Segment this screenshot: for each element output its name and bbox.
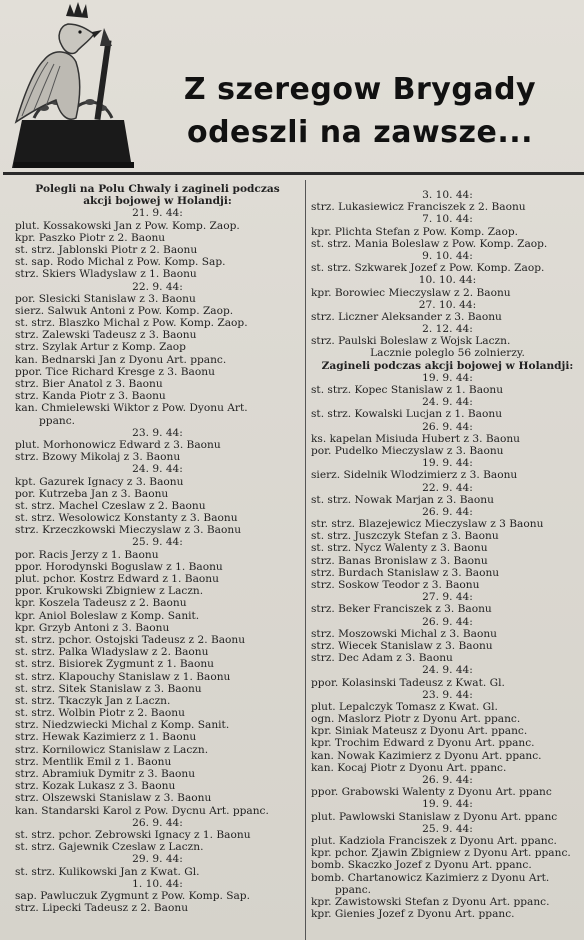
roster-entry: strz. Kanda Piotr z 3. Baonu bbox=[15, 390, 166, 403]
roster-entry: st. strz. Wolbin Piotr z 2. Baonu bbox=[15, 707, 185, 720]
roster-entry: strz. Liczner Aleksander z 3. Baonu bbox=[311, 310, 502, 323]
roster-entry: st. strz. Blaszko Michal z Pow. Komp. Zaop. bbox=[15, 317, 248, 330]
roster-entry: por. Slesicki Stanislaw z 3. Baonu bbox=[15, 292, 196, 305]
roster-entry: st. strz. Kowalski Lucjan z 1. Baonu bbox=[311, 408, 503, 421]
headline-line-1: Z szeregow Brygady bbox=[183, 72, 537, 107]
roster-entry: st. sap. Rodo Michal z Pow. Komp. Sap. bbox=[15, 256, 226, 269]
roster-entry: ppor. Horodynski Boguslaw z 1. Baonu bbox=[15, 560, 223, 573]
roster-entry: ppanc. bbox=[335, 883, 372, 896]
left-column bbox=[15, 183, 300, 914]
roster-entry: st. strz. Szkwarek Jozef z Pow. Komp. Zaop. bbox=[311, 262, 545, 275]
date-line: 9. 10. 44: bbox=[422, 249, 473, 262]
roster-entry: kpt. Gazurek Ignacy z 3. Baonu bbox=[15, 475, 184, 488]
roster-entry: st. strz. Juszczyk Stefan z 3. Baonu bbox=[311, 530, 499, 543]
roster-entry: kpr. Grzyb Antoni z 3. Baonu bbox=[15, 621, 170, 634]
roster-entry: kpr. Plichta Stefan z Pow. Komp. Zaop. bbox=[311, 225, 518, 238]
roster-entry: st. strz. Sitek Stanislaw z 3. Baonu bbox=[15, 682, 202, 695]
roster-entry: st. strz. Nycz Walenty z 3. Baonu bbox=[311, 542, 488, 555]
date-line: 3. 10. 44: bbox=[422, 189, 473, 201]
headline-line-2: odeszli na zawsze... bbox=[186, 115, 534, 150]
roster-entry: st. strz. pchor. Ostojski Tadeusz z 2. Baonu bbox=[15, 633, 246, 646]
roster-entry: strz. Banas Bronislaw z 3. Baonu bbox=[311, 554, 488, 567]
date-line: 26. 9. 44: bbox=[422, 774, 473, 786]
roster-entry: strz. Hewak Kazimierz z 1. Baonu bbox=[15, 731, 197, 744]
roster-entry: plut. Kadziola Franciszek z Dyonu Art. ppanc. bbox=[311, 834, 557, 847]
roster-entry: strz. Beker Franciszek z 3. Baonu bbox=[311, 603, 492, 616]
date-line: 19. 9. 44: bbox=[422, 457, 473, 470]
roster-entry: strz. Bier Anatol z 3. Baonu bbox=[15, 378, 163, 390]
section-heading: Polegli na Polu Chwaly i zagineli podczas bbox=[35, 183, 280, 195]
roster-entry: strz. Olszewski Stanislaw z 3. Baonu bbox=[15, 792, 212, 805]
roster-entry: bomb. Chartanowicz Kazimierz z Dyonu Art. bbox=[311, 871, 550, 884]
roster-entry: kan. Standarski Karol z Pow. Dycnu Art. ppanc. bbox=[15, 804, 269, 817]
roster-entry: plut. Pawlowski Stanislaw z Dyonu Art. ppanc bbox=[311, 810, 558, 823]
roster-entry: plut. Lepalczyk Tomasz z Kwat. Gl. bbox=[311, 700, 498, 713]
roster-entry: strz. Kornilowicz Stanislaw z Laczn. bbox=[15, 743, 209, 756]
eagle-emblem-icon bbox=[4, 0, 154, 168]
roster-entry: kpr. Koszela Tadeusz z 2. Baonu bbox=[15, 597, 187, 610]
roster-entry: st. strz. Mania Boleslaw z Pow. Komp. Zaop. bbox=[311, 237, 548, 250]
roster-entry: por. Racis Jerzy z 1. Baonu bbox=[15, 548, 159, 561]
date-line: 27. 9. 44: bbox=[422, 591, 473, 604]
roster-entry: strz. Zalewski Tadeusz z 3. Baonu bbox=[15, 329, 197, 342]
date-line: 2. 12. 44: bbox=[422, 323, 473, 336]
date-line: 24. 9. 44: bbox=[422, 664, 473, 677]
section-heading: akcji bojowej w Holandji: bbox=[83, 195, 232, 208]
date-line: 1. 10. 44: bbox=[132, 877, 183, 890]
header-rule bbox=[3, 172, 584, 175]
roster-entry: strz. Niedzwiecki Michal z Komp. Sanit. bbox=[15, 719, 230, 732]
date-line: 24. 9. 44: bbox=[132, 463, 183, 476]
roster-entry: kpr. Gienies Jozef z Dyonu Art. ppanc. bbox=[311, 908, 515, 921]
roster-entry: ppor. Kolasinski Tadeusz z Kwat. Gl. bbox=[311, 676, 505, 689]
roster-entry: strz. Dec Adam z 3. Baonu bbox=[311, 652, 453, 665]
roster-entry: strz. Burdach Stanislaw z 3. Baonu bbox=[311, 566, 500, 579]
roster-entry: kpr. Zawistowski Stefan z Dyonu Art. ppanc. bbox=[311, 895, 550, 908]
roster-entry: strz. Bzowy Mikolaj z 3. Baonu bbox=[15, 451, 181, 464]
roster-entry: strz. Lukasiewicz Franciszek z 2. Baonu bbox=[311, 201, 526, 214]
date-line: 10. 10. 44: bbox=[418, 274, 477, 287]
roster-entry: ogn. Maslorz Piotr z Dyonu Art. ppanc. bbox=[311, 713, 521, 726]
roster-entry: st. strz. Tkaczyk Jan z Laczn. bbox=[15, 694, 171, 707]
roster-entry: ppanc. bbox=[39, 414, 76, 427]
roster-entry: kpr. Siniak Mateusz z Dyonu Art. ppanc. bbox=[311, 725, 528, 738]
roster-entry: st. strz. Jablonski Piotr z 2. Baonu bbox=[15, 243, 198, 256]
date-line: 26. 9. 44: bbox=[132, 816, 183, 829]
roster-entry: kan. Kocaj Piotr z Dyonu Art. ppanc. bbox=[311, 761, 507, 774]
roster-entry: strz. Lipecki Tadeusz z 2. Baonu bbox=[15, 902, 189, 915]
roster-entry: st. strz. Kulikowski Jan z Kwat. Gl. bbox=[15, 865, 200, 878]
roster-entry: st. strz. pchor. Zebrowski Ignacy z 1. Baonu bbox=[15, 828, 251, 841]
date-line: 29. 9. 44: bbox=[132, 853, 183, 866]
roster-entry: ppor. Grabowski Walenty z Dyonu Art. ppanc bbox=[311, 786, 552, 799]
roster-entry: ppor. Tice Richard Kresge z 3. Baonu bbox=[15, 365, 215, 378]
date-line: 19. 9. 44: bbox=[422, 798, 473, 811]
date-line: 26. 9. 44: bbox=[422, 615, 473, 628]
date-line: 27. 10. 44: bbox=[418, 298, 477, 311]
roster-entry: st. strz. Klapouchy Stanislaw z 1. Baonu bbox=[15, 670, 231, 683]
roster-entry: strz. Mentlik Emil z 1. Baonu bbox=[15, 755, 172, 768]
roster-entry: kpr. Trochim Edward z Dyonu Art. ppanc. bbox=[311, 737, 535, 750]
date-line: 24. 9. 44: bbox=[422, 396, 473, 409]
roster-entry: plut. Kossakowski Jan z Pow. Komp. Zaop. bbox=[15, 219, 240, 232]
date-line: 22. 9. 44: bbox=[132, 280, 183, 293]
date-line: 23. 9. 44: bbox=[132, 426, 183, 439]
right-column bbox=[311, 189, 584, 920]
roster-entry: kpr. Paszko Piotr z 2. Baonu bbox=[15, 231, 166, 244]
roster-entry: st. strz. Kopec Stanislaw z 1. Baonu bbox=[311, 384, 504, 396]
date-line: 25. 9. 44: bbox=[132, 536, 183, 549]
date-line: 23. 9. 44: bbox=[422, 688, 473, 701]
roster-entry: strz. Krzeczkowski Mieczyslaw z 3. Baonu bbox=[15, 524, 242, 537]
roster-entry: str. strz. Blazejewicz Mieczyslaw z 3 Baonu bbox=[311, 518, 544, 531]
date-line: 7. 10. 44: bbox=[422, 213, 473, 226]
date-line: Lacznie poleglo 56 zolnierzy. bbox=[370, 347, 525, 360]
date-line: 26. 9. 44: bbox=[422, 420, 473, 433]
roster-entry: bomb. Skaczko Jozef z Dyonu Art. ppanc. bbox=[311, 859, 532, 872]
roster-entry: strz. Moszowski Michal z 3. Baonu bbox=[311, 627, 497, 640]
date-line: 26. 9. 44: bbox=[422, 505, 473, 518]
roster-entry: st. strz. Machel Czeslaw z 2. Baonu bbox=[15, 499, 206, 512]
roster-entry: strz. Szylak Artur z Komp. Zaop bbox=[15, 341, 186, 354]
roster-entry: plut. pchor. Kostrz Edward z 1. Baonu bbox=[15, 573, 219, 585]
roster-entry: sierz. Sidelnik Wlodzimierz z 3. Baonu bbox=[311, 469, 518, 482]
roster-entry: strz. Wiecek Stanislaw z 3. Baonu bbox=[311, 639, 493, 652]
headline bbox=[150, 68, 570, 154]
roster-entry: strz. Skiers Wladyslaw z 1. Baonu bbox=[15, 268, 197, 281]
roster-entry: por. Kutrzeba Jan z 3. Baonu bbox=[15, 487, 169, 500]
roster-entry: kan. Chmielewski Wiktor z Pow. Dyonu Art. bbox=[15, 402, 248, 415]
roster-entry: kpr. Borowiec Mieczyslaw z 2. Baonu bbox=[311, 286, 511, 299]
roster-entry: strz. Paulski Boleslaw z Wojsk Laczn. bbox=[311, 335, 511, 348]
roster-entry: st. strz. Palka Wladyslaw z 2. Baonu bbox=[15, 646, 209, 659]
roster-entry: kan. Bednarski Jan z Dyonu Art. ppanc. bbox=[15, 353, 227, 366]
roster-entry: st. strz. Wesolowicz Konstanty z 3. Baonu bbox=[15, 512, 238, 525]
date-line: 25. 9. 44: bbox=[422, 822, 473, 835]
date-line: 19. 9. 44: bbox=[422, 371, 473, 384]
roster-entry: por. Pudelko Mieczyslaw z 3. Baonu bbox=[311, 444, 504, 457]
roster-entry: ppor. Krukowski Zbigniew z Laczn. bbox=[15, 585, 204, 598]
roster-entry: plut. Morhonowicz Edward z 3. Baonu bbox=[15, 438, 221, 451]
date-line: 22. 9. 44: bbox=[422, 481, 473, 494]
roster-entry: strz. Abramiuk Dymitr z 3. Baonu bbox=[15, 768, 196, 780]
roster-entry: st. strz. Gajewnik Czeslaw z Laczn. bbox=[15, 841, 204, 854]
section-heading: Zagineli podczas akcji bojowej w Holandji: bbox=[321, 359, 574, 372]
roster-entry: sap. Pawluczuk Zygmunt z Pow. Komp. Sap. bbox=[15, 889, 250, 902]
roster-entry: kpr. pchor. Zjawin Zbigniew z Dyonu Art. ppanc. bbox=[311, 847, 571, 860]
roster-entry: strz. Soskow Teodor z 3. Baonu bbox=[311, 579, 480, 591]
column-divider bbox=[305, 180, 306, 940]
roster-entry: kpr. Aniol Boleslaw z Komp. Sanit. bbox=[15, 609, 200, 622]
roster-entry: strz. Kozak Lukasz z 3. Baonu bbox=[15, 780, 176, 793]
roster-entry: st. strz. Nowak Marjan z 3. Baonu bbox=[311, 493, 494, 506]
roster-entry: kan. Nowak Kazimierz z Dyonu Art. ppanc. bbox=[311, 749, 542, 762]
roster-entry: ks. kapelan Misiuda Hubert z 3. Baonu bbox=[311, 432, 520, 445]
roster-entry: st. strz. Bisiorek Zygmunt z 1. Baonu bbox=[15, 658, 214, 671]
roster-entry: sierz. Salwuk Antoni z Pow. Komp. Zaop. bbox=[15, 304, 234, 317]
date-line: 21. 9. 44: bbox=[132, 207, 183, 220]
